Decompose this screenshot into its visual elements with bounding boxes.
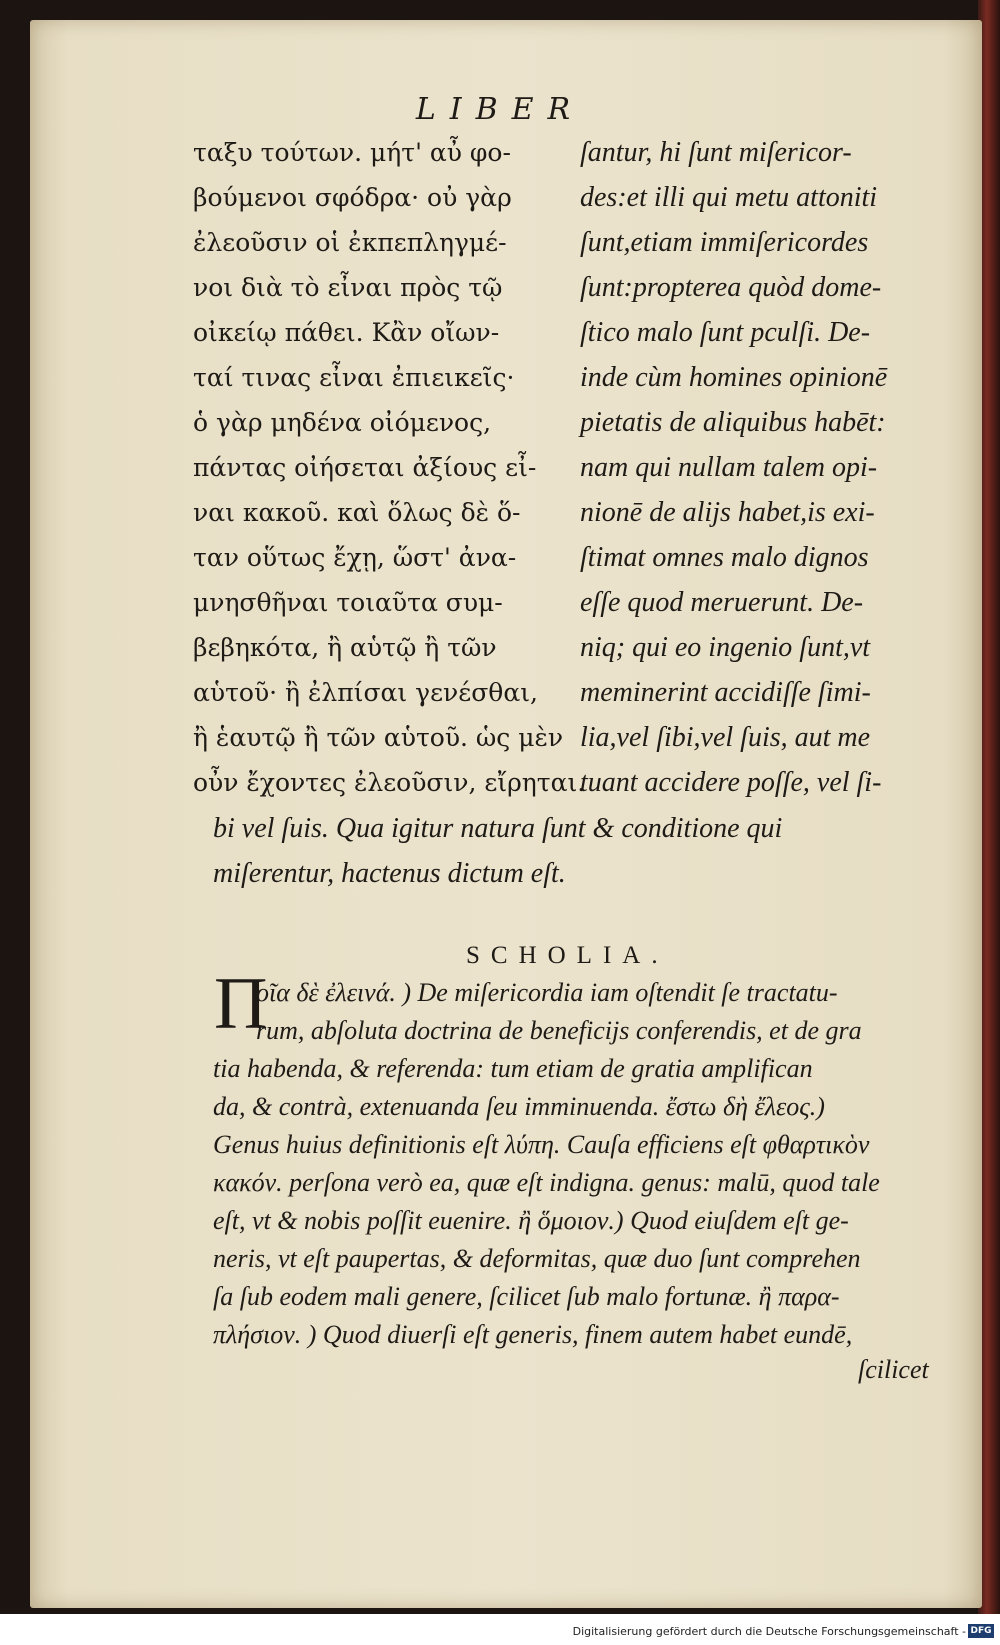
latin-line: ſtico malo ſunt pculſi. De- [580, 317, 871, 348]
catchword: ſcilicet [858, 1355, 929, 1384]
greek-line: ἢ ἑαυτῷ ἢ τῶν αὑτοῦ. ὡς μὲν [193, 723, 564, 752]
greek-line: βούμενοι σφόδρα· οὐ γὰρ [193, 183, 512, 212]
greek-line: ἐλεοῦσιν οἱ ἐκπεπληγμέ- [193, 228, 507, 257]
scholia-line: neris, vt eſt paupertas, & deformitas, quæ duo ſunt comprehen [213, 1244, 861, 1273]
greek-line: ὁ γὰρ μηδένα οἰόμενος, [193, 408, 492, 437]
greek-line: νοι διὰ τὸ εἶναι πρὸς τῷ [193, 273, 503, 302]
greek-line: αὑτοῦ· ἢ ἐλπίσαι γενέσθαι, [193, 678, 538, 707]
digitization-credit: Digitalisierung gefördert durch die Deutsche Forschungsgemeinschaft - [572, 1625, 966, 1638]
greek-line: ταξυ τούτων. μήτ' αὖ φο- [193, 138, 511, 167]
latin-column [580, 130, 980, 805]
latin-line: pietatis de aliquibus habēt: [580, 407, 886, 438]
dfg-logo: DFG [968, 1624, 994, 1638]
latin-line: ſantur, hi ſunt miſericor- [580, 137, 852, 168]
scholia-line: rum, abſoluta doctrina de beneficijs conferendis, et de gra [256, 1016, 862, 1045]
latin-line: ſunt:propterea quòd dome- [580, 272, 882, 303]
scholia-line: eſt, vt & nobis poſſit euenire. ἢ ὅμοιον.) Quod eiuſdem eſt ge- [213, 1206, 849, 1235]
latin-line: inde cùm homines opinionē [580, 362, 888, 393]
scholia-line: πλήσιον. ) Quod diuerſi eſt generis, finem autem habet eundē, [213, 1320, 853, 1349]
greek-line: βεβηκότα, ἢ αὑτῷ ἢ τῶν [193, 633, 497, 662]
latin-line: miſerentur, hactenus dictum eſt. [213, 858, 566, 889]
scholia-line: ſa ſub eodem mali genere, ſcilicet ſub malo fortunæ. ἢ παρα- [213, 1282, 840, 1311]
scholia-line: da, & contrà, extenuanda ſeu imminuenda. ἔστω δὴ ἔλεος.) [213, 1092, 825, 1121]
scholia-line: tia habenda, & referenda: tum etiam de gratia amplifican [213, 1054, 813, 1083]
latin-line: meminerint accidiſſe ſimi- [580, 677, 871, 708]
scholia-line: οῖα δὲ ἐλεινά. ) De miſericordia iam oſtendit ſe tractatu- [256, 978, 838, 1007]
latin-line: nionē de alijs habet,is exi- [580, 497, 875, 528]
greek-line: οἰκείῳ πάθει. Κἂν οἴων- [193, 318, 500, 347]
scholia-text [213, 974, 973, 1354]
latin-line: bi vel ſuis. Qua igitur natura ſunt & conditione qui [213, 813, 783, 844]
latin-line: lia,vel ſibi,vel ſuis, aut me [580, 722, 871, 753]
latin-line: des:et illi qui metu attoniti [580, 182, 878, 213]
scholia-line: κακόν. perſona verò ea, quæ eſt indigna. genus: malū, quod tale [213, 1168, 880, 1197]
greek-line: ταν οὕτως ἔχῃ, ὥστ' ἀνα- [193, 543, 517, 572]
latin-conclusion [213, 806, 973, 896]
greek-column [193, 130, 586, 805]
greek-line: ναι κακοῦ. καὶ ὅλως δὲ ὅ- [193, 498, 521, 527]
latin-line: eſſe quod meruerunt. De- [580, 587, 864, 618]
scholia-line: Genus huius definitionis eſt λύπη. Cauſa efficiens eſt φθαρτικὸν [213, 1130, 870, 1159]
latin-line: niq; qui eo ingenio ſunt,vt [580, 632, 871, 663]
latin-line: ſunt,etiam immiſericordes [580, 227, 869, 258]
latin-line: nam qui nullam talem opi- [580, 452, 878, 483]
greek-line: πάντας οἰήσεται ἀξίους εἶ- [193, 453, 537, 482]
running-head: LIBER [415, 92, 585, 127]
greek-line: ταί τινας εἶναι ἐπιεικεῖς· [193, 363, 515, 392]
greek-line: οὖν ἔχοντες ἐλεοῦσιν, εἴρηται. [193, 768, 586, 797]
latin-line: tuant accidere poſſe, vel ſi- [580, 767, 882, 798]
scholia-heading: SCHOLIA. [466, 942, 669, 969]
latin-line: ſtimat omnes malo dignos [580, 542, 869, 573]
greek-line: μνησθῆναι τοιαῦτα συμ- [193, 588, 503, 617]
drop-initial: Π [214, 963, 268, 1045]
